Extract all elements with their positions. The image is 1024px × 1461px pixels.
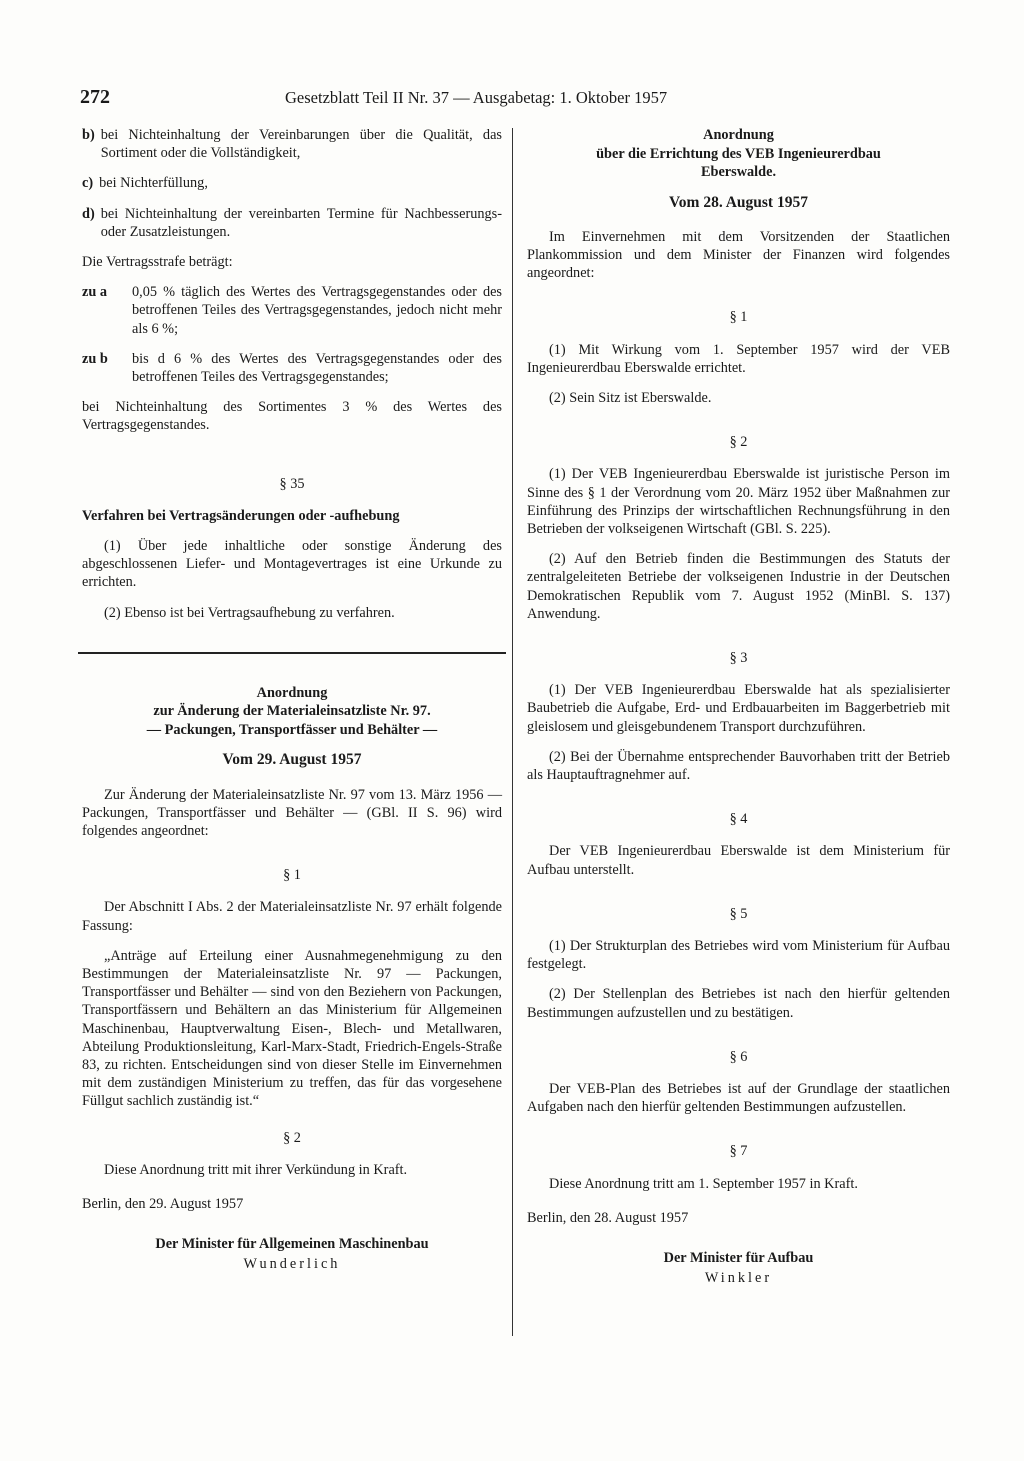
penalty-text: 0,05 % täglich des Wertes des Vertragsgegenstandes oder des betroffenen Teiles des Vertragsgegenstandes, jedoch nicht mehr als 6 %;	[132, 284, 502, 337]
section-number: § 35	[279, 475, 305, 492]
penalty-item	[82, 350, 502, 386]
right-column	[527, 126, 950, 1287]
paragraph: (1) Über jede inhaltliche oder sonstige Änderung des abgeschlossenen Liefer- und Montagevertrages ist eine Urkunde zu errichten.	[82, 538, 502, 591]
paragraph: (1) Der Strukturplan des Betriebes wird vom Ministerium für Aufbau festgelegt.	[527, 937, 950, 973]
signatory-name: Wunderlich	[243, 1256, 341, 1273]
item-text: bei Nichteinhaltung der Vereinbarungen über die Qualität, das Sortiment oder die Vollständigkeit,	[100, 127, 502, 162]
order-title	[527, 126, 950, 182]
order-title-line: — Packungen, Transportfässer und Behälter —	[146, 721, 438, 738]
order-intro: Im Einvernehmen mit dem Vorsitzenden der Staatlichen Plankommission und dem Minister der Finanzen wird folgendes angeordnet:	[527, 228, 950, 282]
order-title-line: Anordnung	[703, 127, 774, 143]
paragraph: (2) Der Stellenplan des Betriebes ist nach den hierfür geltenden Bestimmungen aufzustellen und zu bestätigen.	[527, 986, 950, 1021]
quoted-text: „Anträge auf Erteilung einer Ausnahmegenehmigung zu den Bestimmungen der Materialeinsatzliste Nr. 97 — Packungen, Transportfässer und Behälter — sind von den Beziehern von Packungen, Transportfässern und Behältern an das Ministerium für Allgemeinen Maschinenbau, Hauptverwaltung Eisen-, Blech- und Metallwaren, Abteilung Produktionsleitung, Karl-Marx-Stadt, Friedrich-Engels-Straße 83, zu richten. Entscheidungen sind von dieser Stelle im Einvernehmen mit dem zuständigen Ministerium zu treffen, das für das vorgesehene Füllgut sachlich zuständig ist.“	[82, 947, 502, 1110]
signatory-office: Der Minister für Allgemeinen Maschinenbau	[155, 1236, 429, 1253]
column-divider	[512, 128, 513, 1336]
list-item	[82, 174, 502, 192]
paragraph: Der VEB-Plan des Betriebes ist auf der Grundlage der staatlichen Aufgaben nach den hierfür geltenden Bestimmungen aufzustellen.	[527, 1081, 950, 1116]
order-date: Vom 29. August 1957	[222, 751, 362, 769]
paragraph: (1) Der VEB Ingenieurerdbau Eberswalde hat als spezialisierter Baubetrieb die Aufgabe, Erd- und Erdbauarbeiten im Baggerbetrieb mit gleislosem und gleisgebundenem Transport durchzuführen.	[527, 682, 950, 735]
order-title-line: zur Änderung der Materialeinsatzliste Nr. 97.	[153, 703, 431, 720]
order-title-line: über die Errichtung des VEB Ingenieurerdbau	[596, 145, 881, 162]
item-label: c)	[82, 175, 94, 192]
item-label: b)	[82, 127, 95, 143]
paragraph: (1) Mit Wirkung vom 1. September 1957 wird der VEB Ingenieurerdbau Eberswalde errichtet.	[527, 341, 950, 376]
place-date: Berlin, den 28. August 1957	[527, 1209, 689, 1226]
paragraph: Diese Anordnung tritt mit ihrer Verkündung in Kraft.	[104, 1161, 408, 1178]
item-text: bei Nichteinhaltung der vereinbarten Termine für Nachbesserungs- oder Zusatzleistungen.	[100, 205, 502, 240]
running-title: Gesetzblatt Teil II Nr. 37 — Ausgabetag: 1. Oktober 1957	[285, 88, 668, 107]
section-heading: Verfahren bei Vertragsänderungen oder -aufhebung	[82, 507, 400, 524]
penalty-label: zu a	[82, 284, 108, 301]
section-number: § 7	[729, 1143, 748, 1160]
section-divider	[78, 652, 506, 654]
paragraph: (2) Sein Sitz ist Eberswalde.	[549, 389, 712, 406]
signatory-office: Der Minister für Aufbau	[663, 1250, 814, 1267]
section-number: § 2	[283, 1129, 301, 1146]
section-number: § 6	[729, 1048, 748, 1065]
penalty-label: zu b	[82, 350, 108, 367]
section-number: § 4	[729, 811, 748, 828]
order-date: Vom 28. August 1957	[669, 193, 808, 211]
item-text: bei Nichterfüllung,	[99, 175, 208, 192]
page-header	[80, 86, 770, 110]
signatory-name: Winkler	[704, 1270, 773, 1287]
section-number: § 2	[729, 434, 748, 451]
order-title-line: Eberswalde.	[700, 164, 777, 180]
order-title	[82, 684, 502, 740]
item-label: d)	[82, 205, 95, 222]
penalty-text: bis d 6 % des Wertes des Vertragsgegenstandes oder des betroffenen Teiles des Vertragsgegenstandes;	[132, 350, 502, 386]
list-item	[82, 126, 502, 162]
place-date: Berlin, den 29. August 1957	[82, 1196, 244, 1213]
assortment-clause: bei Nichteinhaltung des Sortimentes 3 % des Wertes des Vertragsgegenstandes.	[82, 399, 502, 434]
paragraph: Der VEB Ingenieurerdbau Eberswalde ist dem Ministerium für Aufbau unterstellt.	[527, 843, 950, 878]
penalty-item	[82, 283, 502, 338]
page-number: 272	[80, 86, 110, 108]
order-title-line: Anordnung	[256, 684, 328, 701]
paragraph: (1) Der VEB Ingenieurerdbau Eberswalde ist juristische Person im Sinne des § 1 der Verordnung vom 20. März 1952 über Maßnahmen zur Einführung des Prinzips der wirtschaftlichen Rechnungsführung in den Betrieben der volkseigenen Wirtschaft (GBl. S. 225).	[527, 466, 950, 537]
paragraph: (2) Bei der Übernahme entsprechender Bauvorhaben tritt der Betrieb als Hauptauftragnehmer auf.	[527, 748, 950, 783]
paragraph: Diese Anordnung tritt am 1. September 1957 in Kraft.	[549, 1175, 858, 1192]
left-column	[82, 126, 502, 1274]
penalty-intro: Die Vertragsstrafe beträgt:	[82, 254, 233, 271]
section-number: § 1	[283, 867, 301, 884]
paragraph: Der Abschnitt I Abs. 2 der Materialeinsatzliste Nr. 97 erhält folgende Fassung:	[82, 899, 502, 934]
section-number: § 5	[729, 905, 748, 922]
list-item	[82, 205, 502, 241]
section-number: § 1	[729, 309, 748, 326]
paragraph: (2) Ebenso ist bei Vertragsaufhebung zu verfahren.	[104, 604, 395, 621]
section-number: § 3	[729, 649, 748, 666]
paragraph: (2) Auf den Betrieb finden die Bestimmungen des Statuts der zentralgeleiteten Betriebe der volkseigenen Industrie in der Deutschen Demokratischen Republik vom 7. August 1952 (MinBl. S. 137) Anwendung.	[527, 551, 950, 622]
order-intro: Zur Änderung der Materialeinsatzliste Nr. 97 vom 13. März 1956 — Packungen, Transportfässer und Behälter — (GBl. II S. 96) wird folgendes angeordnet:	[82, 786, 502, 839]
